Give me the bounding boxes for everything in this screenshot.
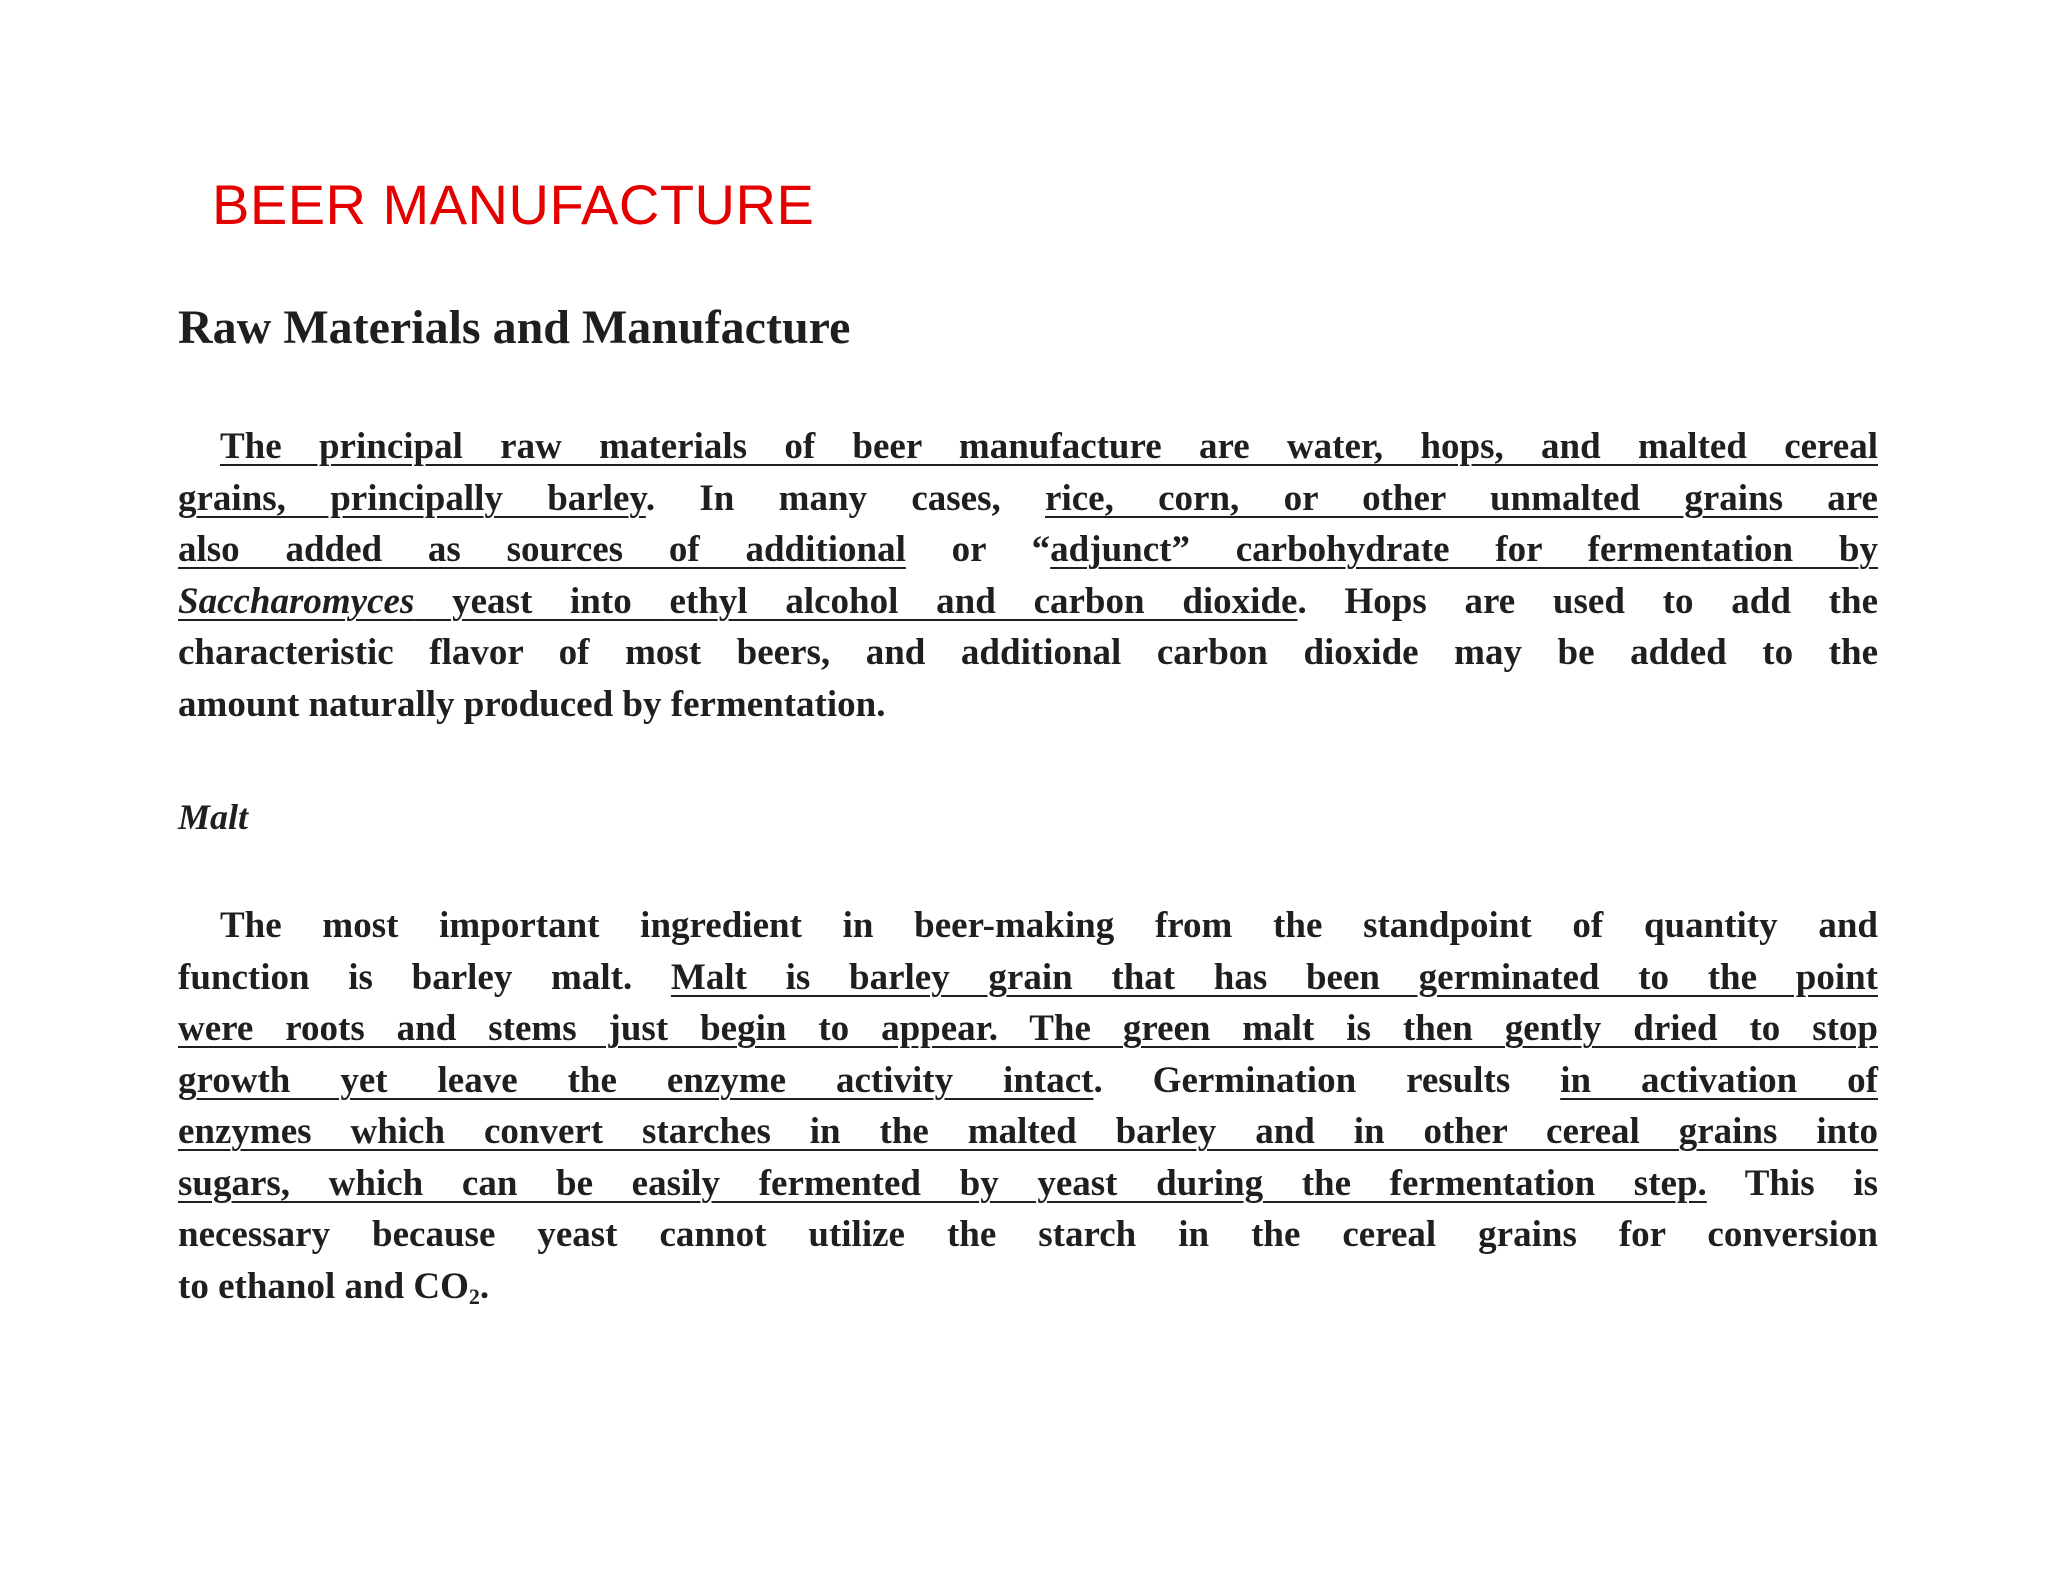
subscript-2: 2 bbox=[468, 1283, 480, 1309]
text-line bbox=[178, 1261, 1878, 1313]
text-line: The most important ingredient in beer-making from the standpoint of quantity and bbox=[220, 905, 1878, 946]
text-span: . bbox=[479, 1265, 490, 1307]
text-line: The principal raw materials of beer manufacture are water, hops, and malted cereal bbox=[220, 426, 1878, 467]
section-heading: Raw Materials and Manufacture bbox=[178, 301, 851, 354]
underlined-text: grains, principally barley bbox=[178, 477, 646, 519]
scanned-text-excerpt bbox=[178, 300, 1878, 1378]
underlined-text: ethyl alcohol and carbon dioxide bbox=[669, 580, 1298, 622]
paragraph-raw-materials bbox=[178, 421, 1878, 730]
underlined-text: growth yet leave the enzyme activity intact bbox=[178, 1059, 1094, 1101]
underlined-text: yeast into bbox=[414, 580, 670, 622]
text-span: or “ bbox=[905, 529, 1051, 570]
text-line bbox=[178, 576, 1878, 628]
subheading-malt: Malt bbox=[178, 797, 249, 837]
text-line: amount naturally produced by fermentation. bbox=[178, 683, 886, 725]
text-line bbox=[178, 524, 1878, 576]
paragraph-malt bbox=[178, 900, 1878, 1312]
underlined-text: rice, corn, or other unmalted grains are bbox=[1045, 477, 1878, 519]
text-span: function is barley malt. bbox=[178, 956, 671, 998]
text-line bbox=[178, 473, 1878, 525]
text-span: . Hops are used to add the bbox=[1297, 580, 1878, 622]
text-line: enzymes which convert starches in the malted barley and in other cereal grains into bbox=[178, 1111, 1878, 1152]
underlined-text: adjunct” carbohydrate for fermentation by bbox=[1050, 529, 1878, 570]
text-span: . Germination results bbox=[1093, 1059, 1561, 1101]
underlined-text: also added as sources of additional bbox=[178, 529, 906, 570]
text-line bbox=[178, 1158, 1878, 1210]
text-span: This is bbox=[1706, 1162, 1879, 1204]
text-line bbox=[178, 1055, 1878, 1107]
text-line: necessary because yeast cannot utilize the starch in the cereal grains for conversion bbox=[178, 1214, 1878, 1255]
text-line: characteristic flavor of most beers, and additional carbon dioxide may be added to the bbox=[178, 632, 1878, 673]
underlined-text: sugars, which can be easily fermented by yeast during the fermentation step. bbox=[178, 1162, 1707, 1204]
text-span: . In many cases, bbox=[645, 477, 1046, 519]
text-line: were roots and stems just begin to appear. The green malt is then gently dried to stop bbox=[178, 1008, 1878, 1049]
text-span: to ethanol and CO bbox=[178, 1265, 469, 1307]
underlined-text: in activation of bbox=[1560, 1059, 1878, 1101]
italic-species-name: Saccharomyces bbox=[178, 580, 415, 622]
slide-title: BEER MANUFACTURE bbox=[212, 173, 815, 236]
underlined-text: Malt is barley grain that has been germinated to the point bbox=[670, 956, 1878, 998]
text-line bbox=[178, 952, 1878, 1004]
